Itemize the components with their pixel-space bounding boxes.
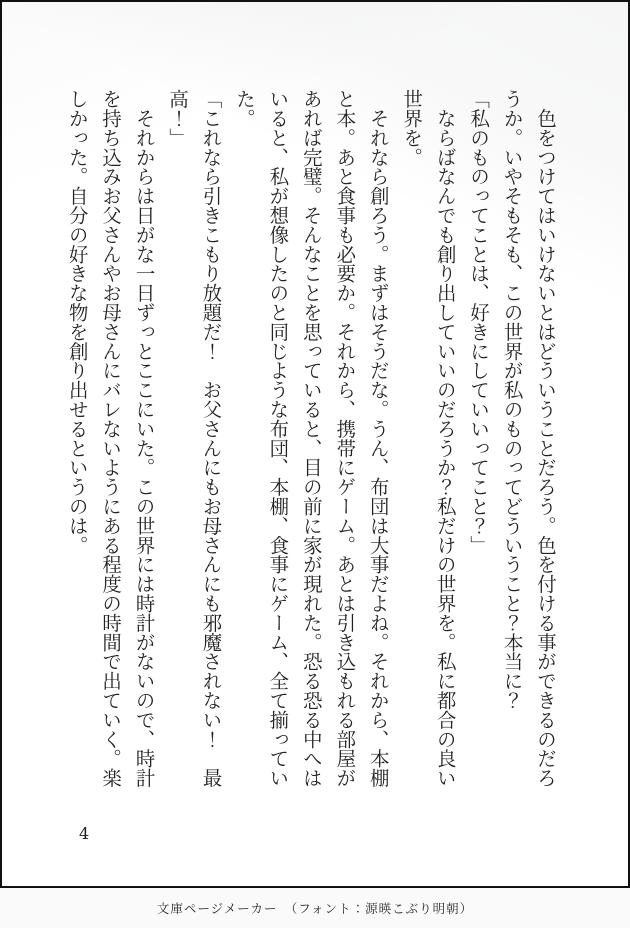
text-line: ならばなんでも創り出していいのだろうか？私だけの世界を。私に都合の良い: [433, 89, 457, 788]
text-line: と本。あと食事も必要か。それから、携帯にゲーム。あとは引き込もれる部屋が: [333, 89, 357, 788]
text-line: しかった。自分の好きな物を創り出せるというのは。: [65, 89, 89, 555]
page-number: 4: [79, 824, 90, 843]
text-line: いると、私が想像したのと同じような布団、本棚、食事にゲーム、全て揃ってい: [266, 89, 290, 788]
text-line: 「私のものってことは、好きにしていいってこと？」: [467, 89, 491, 555]
vertical-text-area: [59, 89, 562, 795]
text-line: それからは日がな一日ずっとここにいた。この世界には時計がないので、時計: [132, 89, 156, 788]
text-line: を持ち込みお父さんやお母さんにバレないようにある程度の時間で出ていく。楽: [99, 89, 123, 788]
text-line: 「これなら引きこもり放題だ！ お父さんにもお母さんにも邪魔されない！ 最: [199, 89, 223, 788]
text-line: 色をつけてはいけないとはどういうことだろう。色を付ける事ができるのだろ: [534, 89, 557, 788]
text-line: 高！」: [166, 89, 190, 148]
text-line: うか。いやそもそも、この世界が私のものってどういうこと？本当に？: [500, 89, 524, 710]
text-line: た。: [232, 89, 256, 128]
text-line: あれば完璧。そんなことを思っていると、目の前に家が現れた。恐る恐る中へは: [299, 89, 323, 788]
text-line: 世界を。: [400, 89, 424, 167]
footer-credit: 文庫ページメーカー （フォント：源暎こぶり明朝）: [0, 888, 630, 928]
text-line: それなら創ろう。まずはそうだな。うん、布団は大事だよね。それから、本棚: [366, 89, 390, 788]
